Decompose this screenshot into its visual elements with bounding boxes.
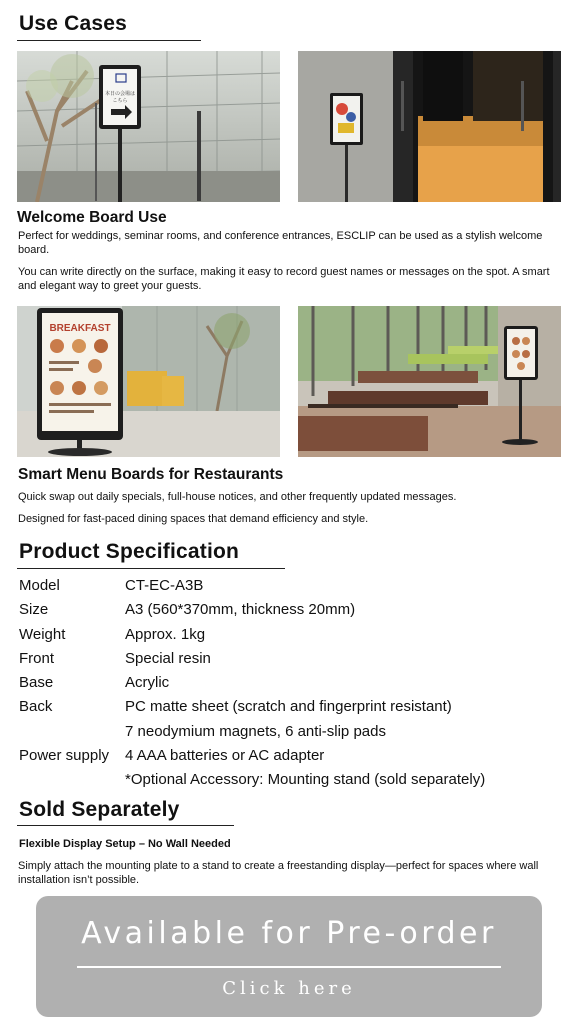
sold-separately-heading: Sold Separately	[19, 798, 180, 821]
spec-key: Back	[19, 698, 53, 716]
spec-row	[19, 695, 559, 719]
spec-row	[19, 647, 559, 671]
spec-row	[19, 671, 559, 695]
spec-row	[19, 768, 559, 792]
spec-value: Approx. 1kg	[125, 625, 206, 643]
menu-board-title: Smart Menu Boards for Restaurants	[18, 466, 284, 483]
pre-order-button[interactable]	[36, 896, 542, 1017]
spec-value: *Optional Accessory: Mounting stand (sold separately)	[125, 771, 486, 789]
menu-board-title-text: BREAKFAST	[49, 323, 111, 334]
menu-board-photo-breakfast	[17, 306, 280, 457]
click-here-label: Click here	[222, 978, 356, 999]
spec-value: Special resin	[125, 649, 211, 667]
sold-separately-underline	[17, 825, 234, 826]
spec-key: Base	[19, 674, 54, 692]
spec-value: CT-EC-A3B	[125, 577, 204, 594]
spec-row	[19, 623, 559, 647]
welcome-board-description-1: Perfect for weddings, seminar rooms, and conference entrances, ESCLIP can be used as a stylish welcome board.	[18, 230, 543, 256]
spec-underline	[17, 568, 285, 569]
spec-row	[19, 574, 559, 598]
spec-key: Model	[19, 577, 60, 594]
spec-value: A3 (560*370mm, thickness 20mm)	[125, 601, 356, 619]
spec-key: Size	[19, 601, 49, 619]
pre-order-title: Available for Pre-order	[81, 916, 497, 951]
menu-board-photo-restaurant	[298, 306, 561, 457]
menu-board-description-1: Quick swap out daily specials, full-house notices, and other frequently updated messages.	[18, 491, 457, 503]
welcome-board-text-1: 本日の会場は	[104, 91, 136, 97]
spec-row	[19, 720, 559, 744]
spec-value: Acrylic	[125, 674, 170, 692]
sold-separately-subtitle: Flexible Display Setup – No Wall Needed	[19, 838, 231, 850]
welcome-board-photo-entrance	[298, 51, 561, 202]
spec-value: 4 AAA batteries or AC adapter	[125, 747, 325, 765]
welcome-board-description-2: You can write directly on the surface, making it easy to record guest names or messages on the spot. A smart and elegant way to greet your guests.	[18, 266, 550, 292]
spec-key: Power supply	[19, 747, 110, 765]
spec-table	[19, 574, 559, 793]
menu-board-description-2: Designed for fast-paced dining spaces that demand efficiency and style.	[18, 513, 369, 525]
sold-separately-body: Simply attach the mounting plate to a stand to create a freestanding display—perfect for spaces where wall installation isn’t possible.	[18, 860, 539, 886]
pre-order-divider	[77, 966, 501, 968]
welcome-board-text-2: こちら	[112, 98, 128, 104]
spec-value: PC matte sheet (scratch and fingerprint resistant)	[125, 698, 452, 716]
spec-value: 7 neodymium magnets, 6 anti-slip pads	[125, 722, 386, 740]
spec-key: Weight	[19, 625, 66, 643]
welcome-board-title: Welcome Board Use	[17, 209, 167, 226]
spec-heading: Product Specification	[19, 540, 240, 563]
use-cases-heading: Use Cases	[19, 12, 128, 35]
spec-row	[19, 744, 559, 768]
spec-key: Front	[19, 649, 55, 667]
spec-row	[19, 598, 559, 622]
welcome-board-photo-atrium	[17, 51, 280, 202]
spec-key	[19, 720, 125, 744]
use-cases-underline	[17, 40, 201, 41]
spec-key	[19, 768, 125, 792]
